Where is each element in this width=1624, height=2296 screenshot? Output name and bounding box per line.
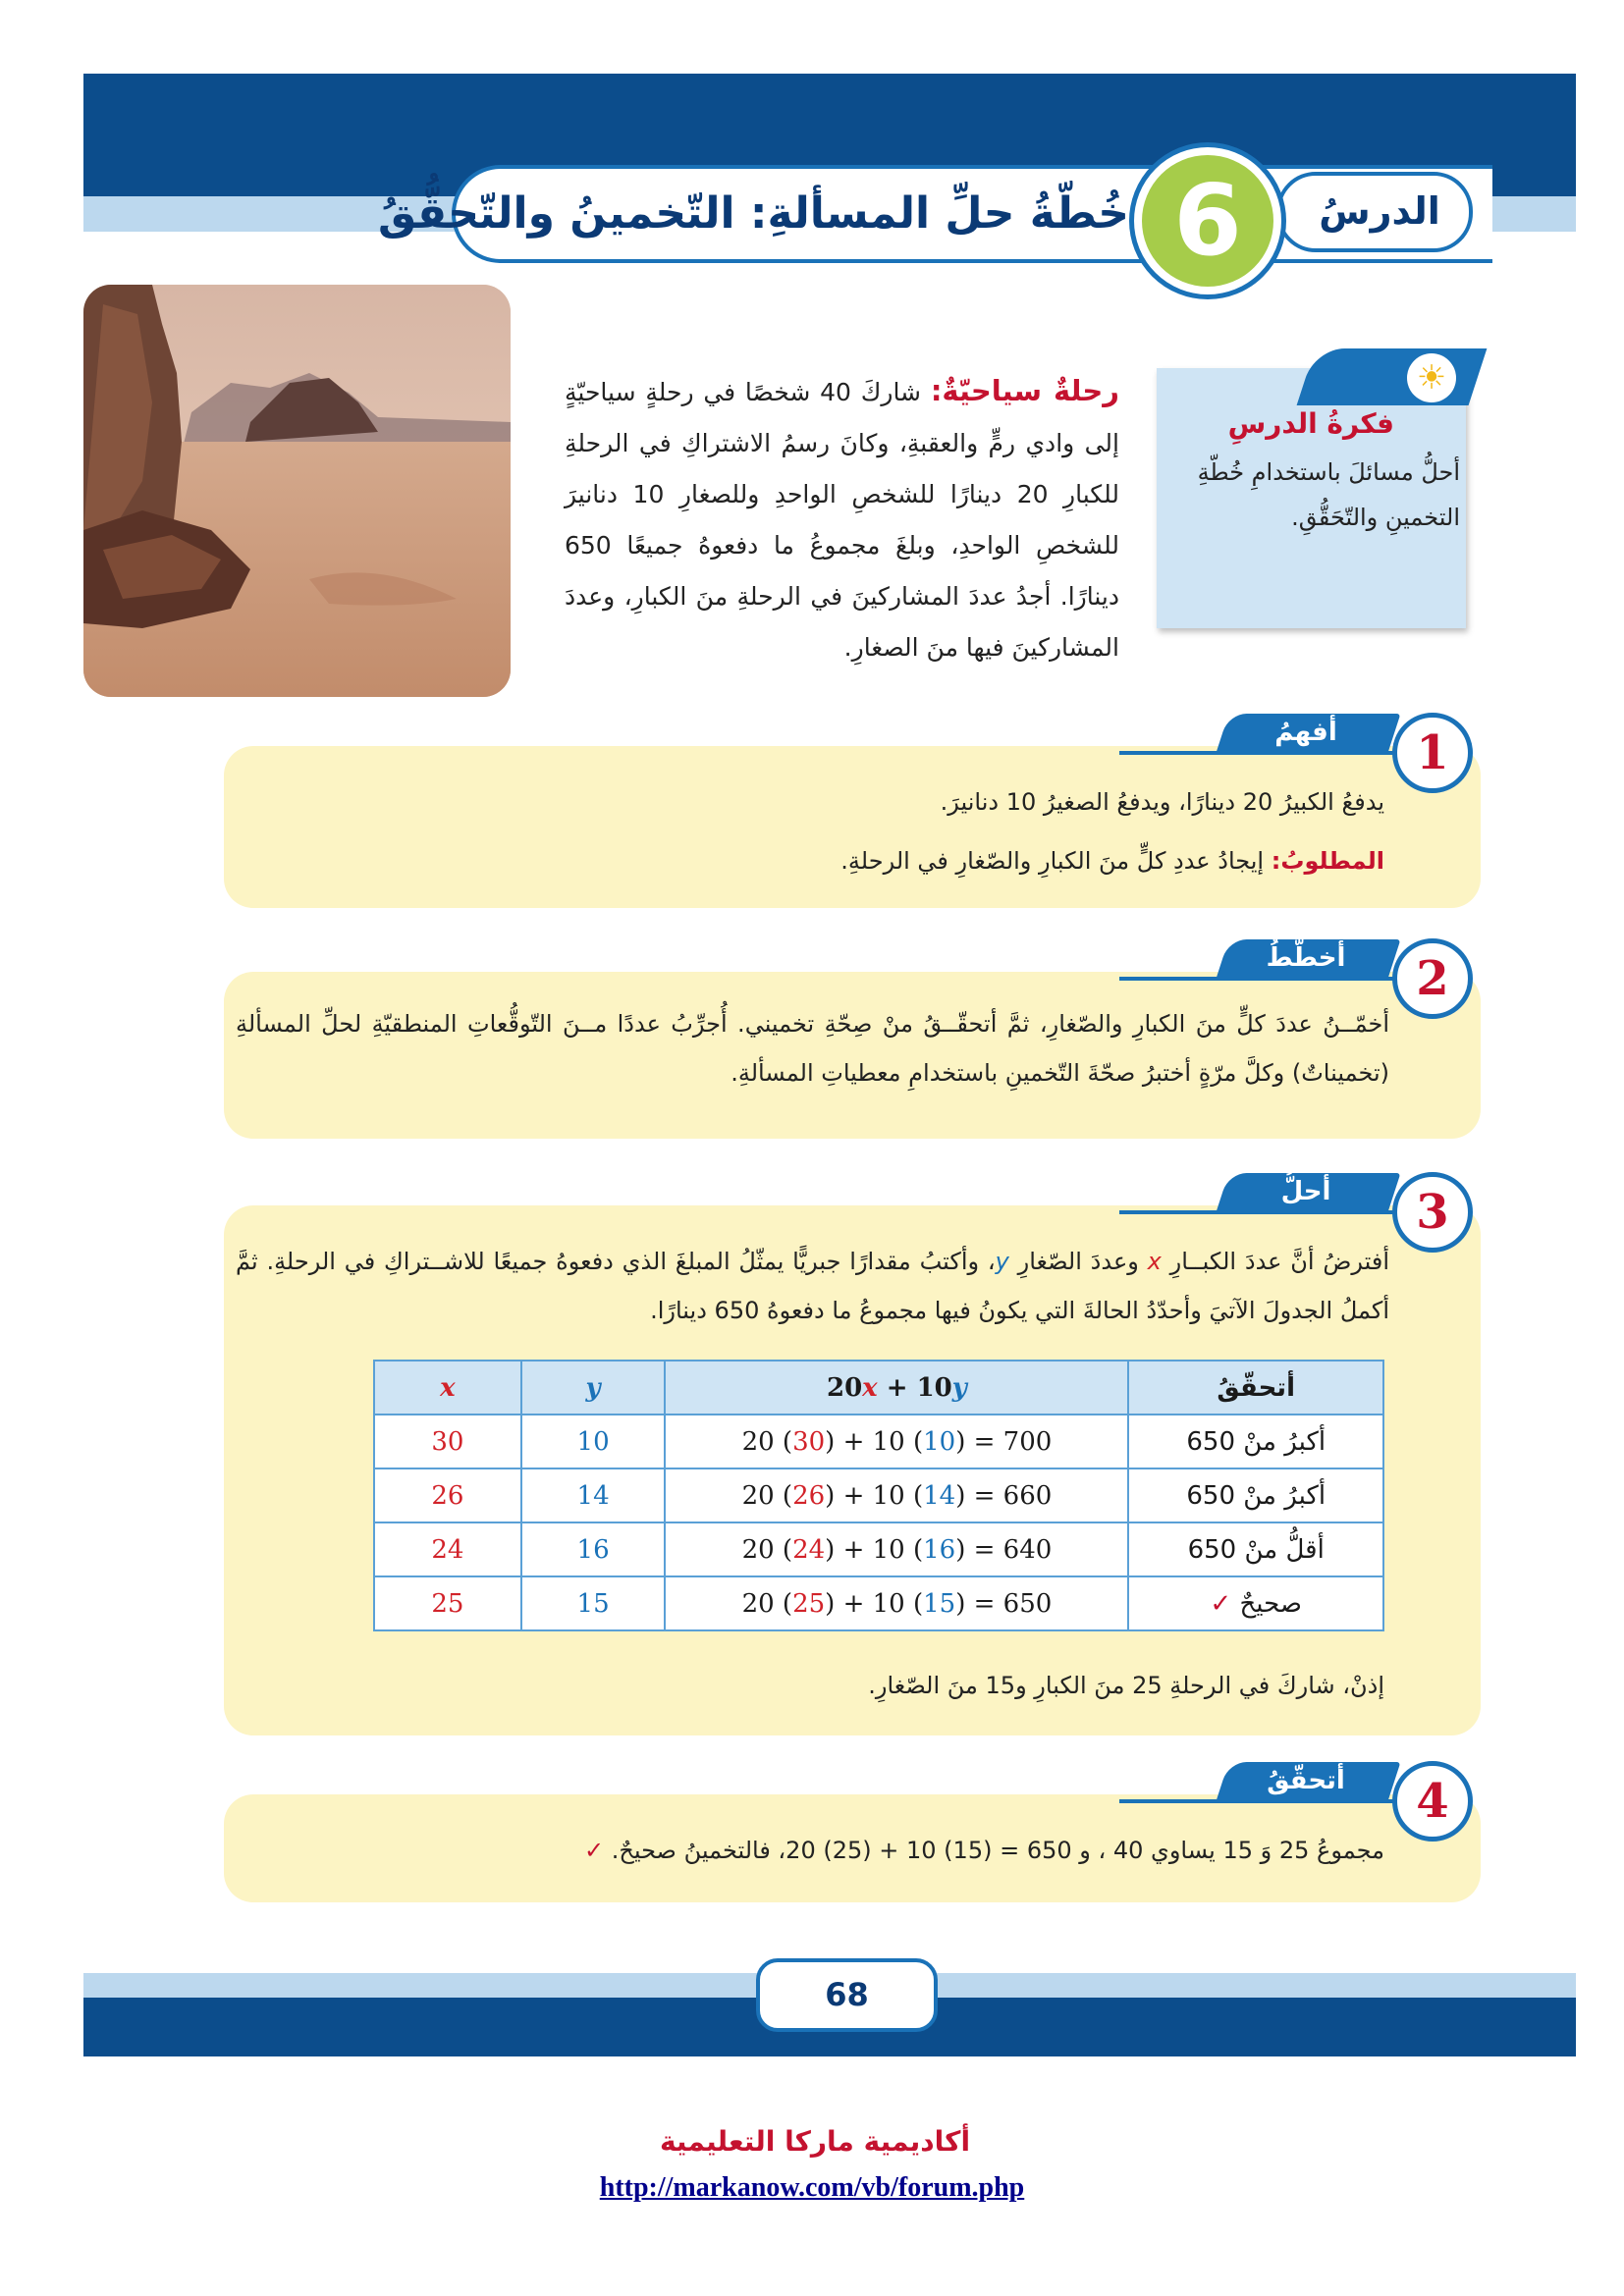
lesson-idea-tab	[1297, 348, 1488, 405]
cell-y: 14	[521, 1468, 666, 1522]
expr-y: 10	[923, 1426, 956, 1457]
step-number-1: 1	[1392, 713, 1473, 793]
cell-check: أكبرُ منْ 650	[1128, 1468, 1383, 1522]
lesson-idea-text: أحلُّ مسائلَ باستخدامِ خُطّةِ التخمينِ والتّحَقُّقِ.	[1197, 458, 1460, 531]
header-expr-20: 20	[826, 1372, 863, 1403]
understand-label: أفهمُ	[1274, 718, 1337, 747]
header-expr-plus: + 10	[877, 1372, 952, 1403]
cell-check	[1128, 1576, 1383, 1630]
cell-y: 16	[521, 1522, 666, 1576]
expr-x: 30	[792, 1426, 826, 1457]
understand-line-1: يدفعُ الكبيرُ 20 دينارًا، ويدفعُ الصغيرُ 10 دنانيرَ.	[940, 788, 1384, 816]
checkmark-icon: ✓	[583, 1837, 605, 1864]
check-correct-text: صحيحٌ	[1239, 1588, 1302, 1619]
intro-paragraph	[565, 365, 1119, 719]
verify-label: أتحقّقُ	[1267, 1766, 1345, 1795]
expr-part: ) = 640	[955, 1534, 1053, 1565]
step-number-3: 3	[1392, 1172, 1473, 1253]
cell-x: 25	[374, 1576, 521, 1630]
academy-name: أكاديمية ماركا التعليمية	[659, 2125, 971, 2158]
table-header-row	[374, 1361, 1383, 1415]
cell-expression	[665, 1468, 1128, 1522]
expr-part: ) + 10 (	[825, 1480, 924, 1511]
understand-line-2	[304, 836, 1384, 885]
verify-text-body: مجموعُ 25 وَ 15 يساوي 40 ، و 650 = (15) 10 + (25) 20، فالتخمينُ صحيحٌ.	[611, 1837, 1384, 1864]
expr-part: 20 (	[741, 1534, 793, 1565]
intro-heading: رحلةٌ سياحيّةٌ:	[930, 374, 1119, 407]
expr-x: 25	[792, 1588, 826, 1619]
step-number-4: 4	[1392, 1761, 1473, 1842]
intro-text: شاركَ 40 شخصًا في رحلةٍ سياحيّةٍ إلى وادي رمٍّ والعقبةِ، وكانَ رسمُ الاشتراكِ في الرحلةِ للكبارِ 20 دينارًا للشخصِ الواحدِ وللصغارِ 10 دنانيرَ للشخصِ الواحدِ، وبلغَ مجموعُ ما دفعوهُ جميعًا 650 دينارًا. أجدُ عددَ المشاركينَ في الرحلةِ منَ الكبارِ، وعددَ المشاركينَ فيها منَ الصغارِ.	[565, 378, 1119, 662]
header-y	[521, 1361, 666, 1415]
lightbulb-icon: ☀	[1407, 353, 1456, 402]
lesson-title: خُطّةُ حلِّ المسألةِ: التّخمينُ والتّحقُّقُ	[378, 188, 1129, 239]
header-expression	[665, 1361, 1128, 1415]
lesson-idea-title: فكرةُ الدرسِ	[1227, 407, 1394, 440]
expr-x: 24	[792, 1534, 826, 1565]
header-x	[374, 1361, 521, 1415]
cell-x: 24	[374, 1522, 521, 1576]
plan-text: أخمّــنُ عددَ كلٍّ منَ الكبارِ والصّغارِ، ثمَّ أتحقّــقُ منْ صِحّةِ تخميني. أُجرِّبُ عددًا مــنَ التّوقُّعاتِ المنطقيّةِ لحلِّ المسألةِ (تخميناتٌ) وكلَّ مرّةٍ أختبرُ صحّةَ التّخمينِ باستخدامِ معطياتِ المسألةِ.	[236, 1010, 1389, 1087]
solve-intro	[236, 1237, 1389, 1345]
cell-x: 30	[374, 1415, 521, 1468]
expr-x: 26	[792, 1480, 826, 1511]
expr-y: 14	[923, 1480, 956, 1511]
solve-label: أحلُّ	[1280, 1177, 1331, 1206]
table-row	[374, 1522, 1383, 1576]
verify-text	[304, 1826, 1384, 1875]
step-number-2: 2	[1392, 938, 1473, 1019]
desert-photo	[83, 285, 511, 697]
table-row	[374, 1468, 1383, 1522]
cell-check: أكبرُ منْ 650	[1128, 1415, 1383, 1468]
lesson-number: 6	[1142, 155, 1273, 287]
page-number: 68	[825, 1976, 869, 2013]
expr-part: ) = 700	[955, 1426, 1053, 1457]
variable-y: y	[995, 1248, 1009, 1275]
desert-rocks-image	[83, 285, 511, 697]
expr-part: ) = 660	[955, 1480, 1053, 1511]
solve-intro-part-c: ، وأكتبُ مقدارًا جبريًّا يمثّلُ المبلغَ الذي دفعوهُ جميعًا للاشــتراكِ في الرحلةِ. ثمَّ أكملُ الجدولَ الآتيَ وأحدّدُ الحالةَ التي يكونُ فيها مجموعُ ما دفعوهُ 650 دينارًا.	[236, 1248, 1389, 1324]
cell-y: 15	[521, 1576, 666, 1630]
academy-link[interactable]: http://markanow.com/vb/forum.php	[599, 2172, 1025, 2203]
header-expr-x: x	[862, 1372, 878, 1403]
expr-y: 16	[923, 1534, 956, 1565]
table-row	[374, 1415, 1383, 1468]
cell-expression	[665, 1522, 1128, 1576]
cell-check: أقلُّ منْ 650	[1128, 1522, 1383, 1576]
plan-label: أخطّطُ	[1266, 943, 1346, 973]
expr-part: ) + 10 (	[825, 1534, 924, 1565]
cell-x: 26	[374, 1468, 521, 1522]
header-y-text: y	[585, 1372, 601, 1403]
solve-intro-part-a: أفترضُ أنَّ عددَ الكبــارِ	[1161, 1248, 1389, 1275]
header-expr-y: y	[951, 1372, 967, 1403]
solve-conclusion: إذنْ، شاركَ في الرحلةِ 25 منَ الكبارِ و15 منَ الصّغارِ.	[868, 1672, 1384, 1699]
required-text: إيجادُ عددِ كلٍّ منَ الكبارِ والصّغارِ في الرحلةِ.	[840, 847, 1265, 875]
header-check: أتحقّقُ	[1128, 1361, 1383, 1415]
expr-part: 20 (	[741, 1426, 793, 1457]
table-row	[374, 1576, 1383, 1630]
lesson-word: الدرسُ	[1319, 189, 1440, 233]
expr-part: 20 (	[741, 1480, 793, 1511]
expr-part: ) + 10 (	[825, 1426, 924, 1457]
checkmark-icon: ✓	[1210, 1588, 1232, 1619]
required-label: المطلوبُ:	[1271, 847, 1384, 875]
expr-y: 15	[923, 1588, 956, 1619]
expr-part: ) + 10 (	[825, 1588, 924, 1619]
variable-x: x	[1147, 1248, 1162, 1275]
solve-intro-part-b: وعددَ الصّغارِ	[1008, 1248, 1148, 1275]
expr-part: 20 (	[741, 1588, 793, 1619]
guess-check-table	[373, 1360, 1384, 1631]
cell-expression	[665, 1576, 1128, 1630]
expr-part: ) = 650	[955, 1588, 1053, 1619]
header-x-text: x	[440, 1372, 456, 1403]
cell-y: 10	[521, 1415, 666, 1468]
cell-expression	[665, 1415, 1128, 1468]
